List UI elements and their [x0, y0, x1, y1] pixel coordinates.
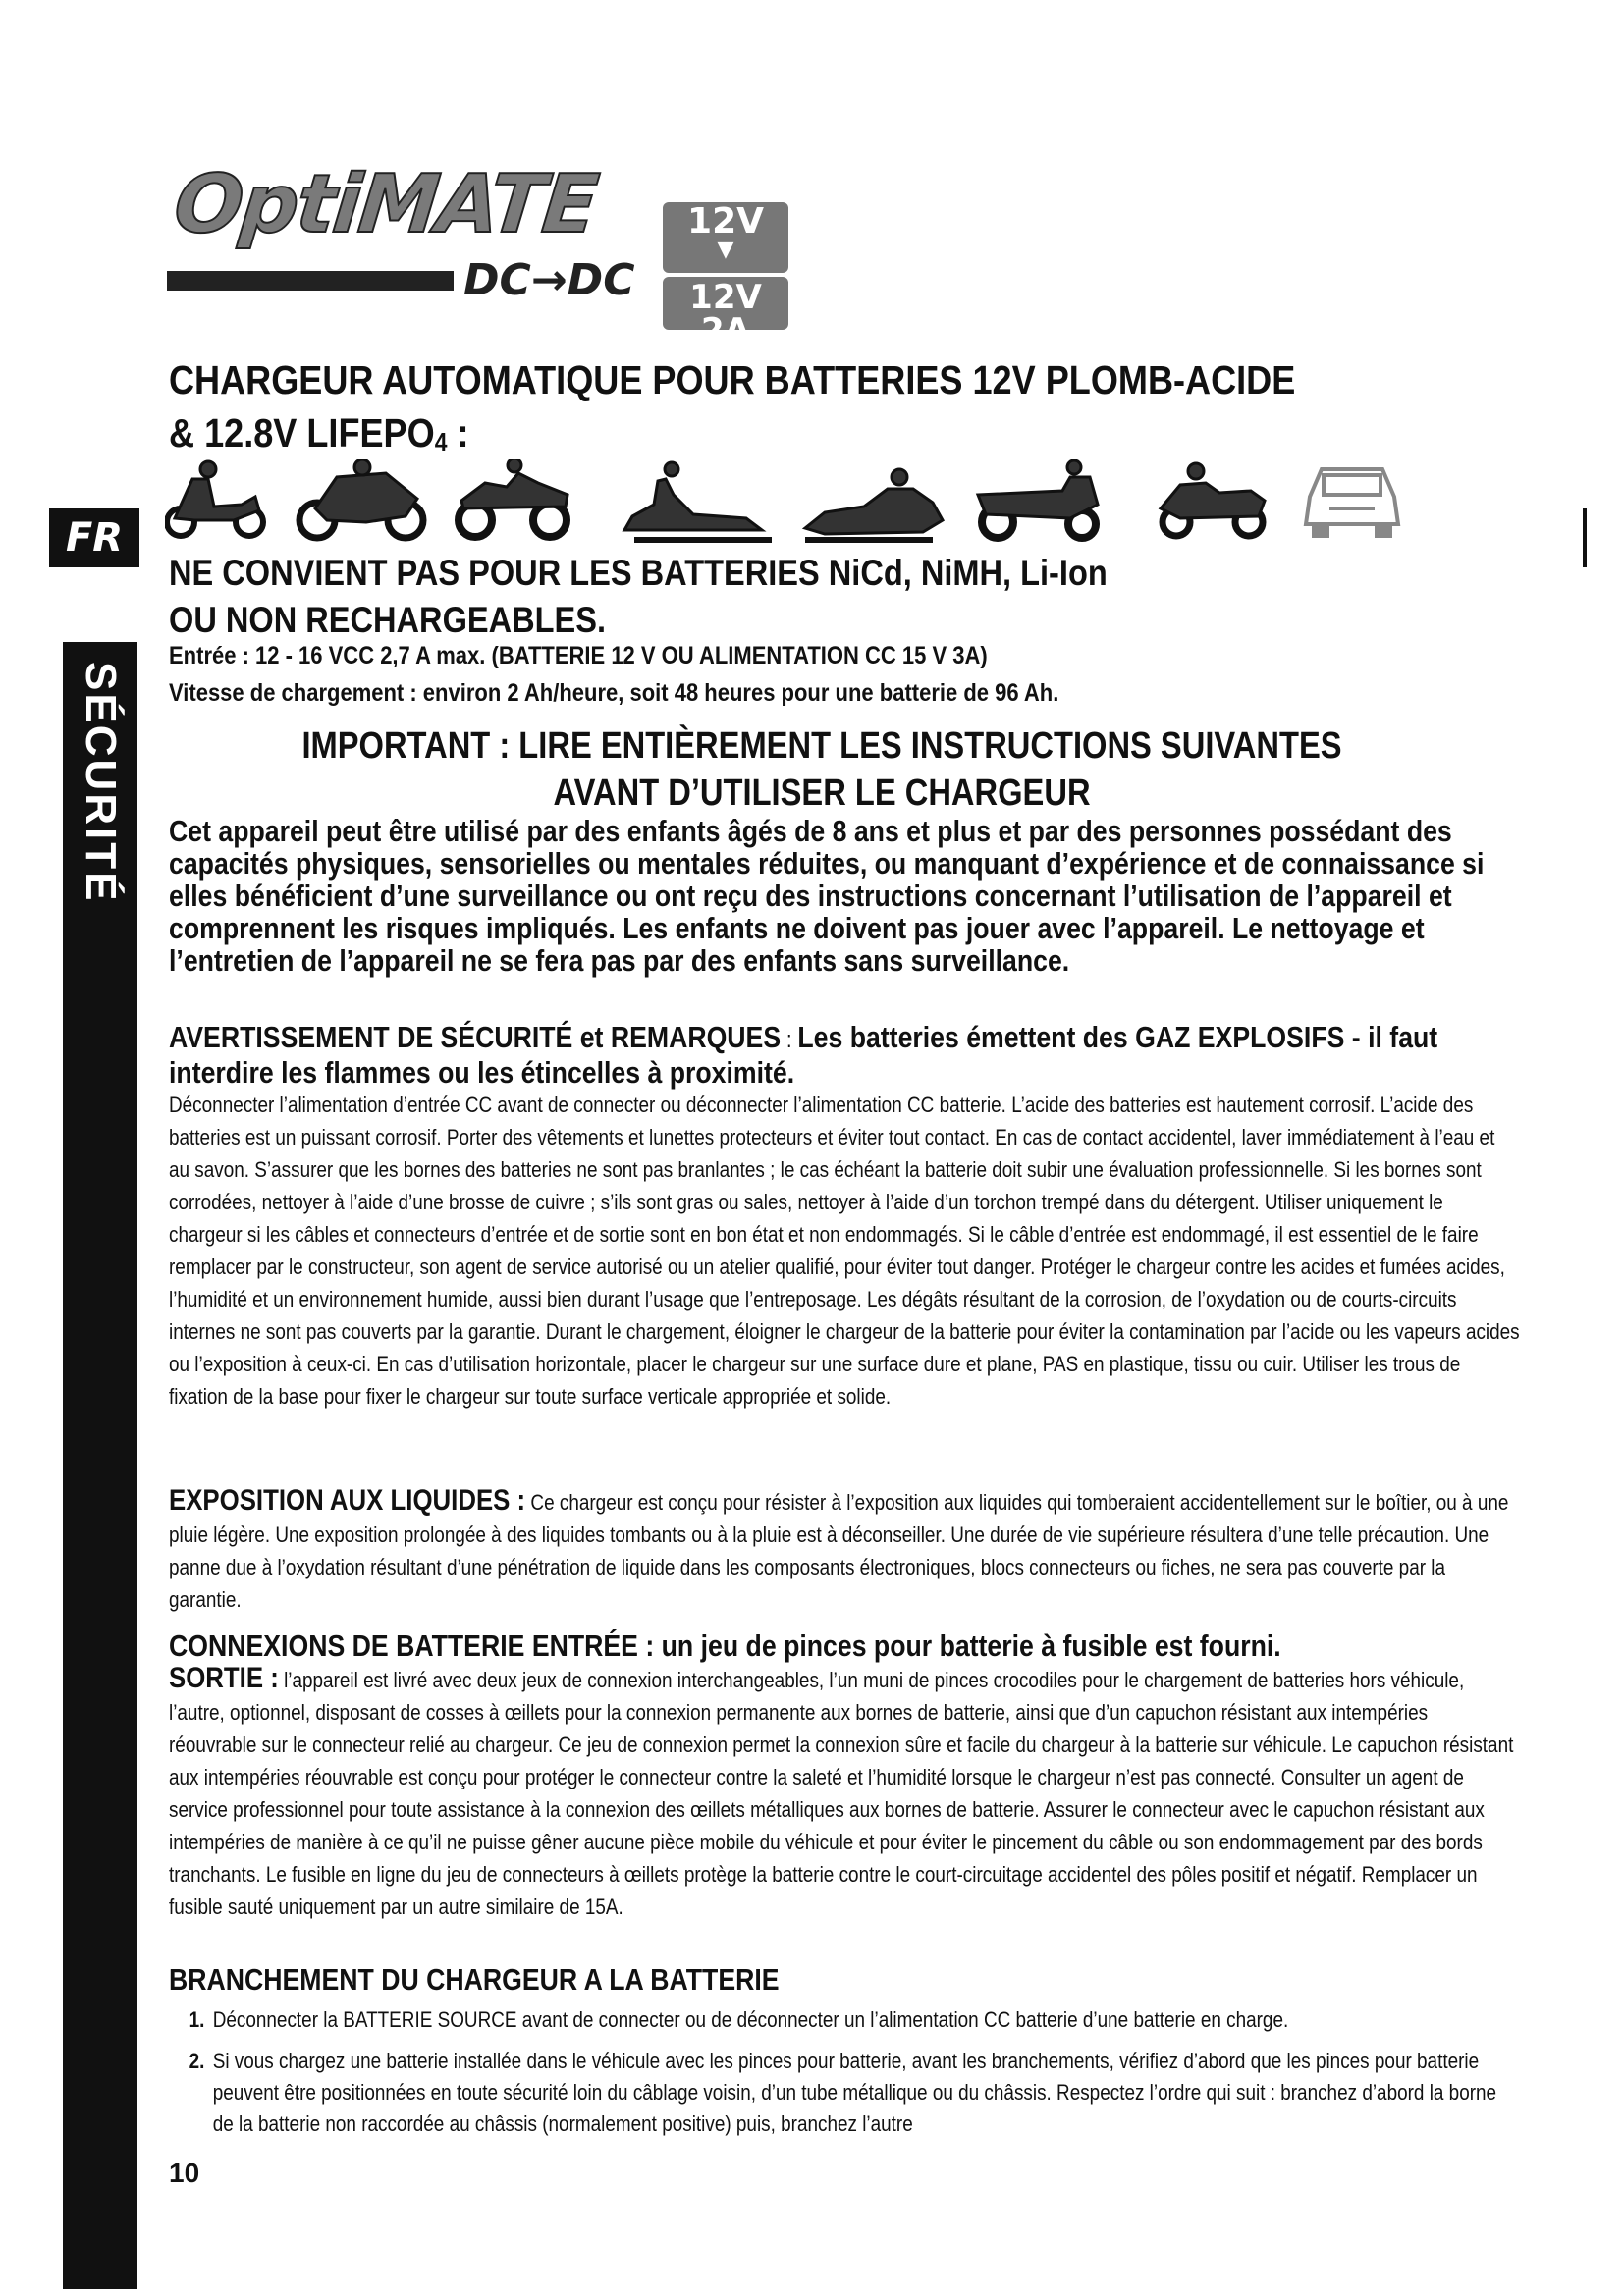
input-spec: Entrée : 12 - 16 VCC 2,7 A max. (BATTERIE 12 V OU ALIMENTATION CC 15 V 3A): [169, 642, 988, 669]
snowmobile-icon: [805, 469, 943, 540]
important-line2: AVANT D’UTILISER LE CHARGEUR: [553, 773, 1091, 814]
branchement-heading: [169, 1963, 1520, 1996]
list-item-number: 2.: [189, 2049, 205, 2073]
safety-body: Déconnecter l’alimentation d’entrée CC avant de connecter ou déconnecter l’alimentation CC batterie. L’acide des batteries est hautement corrosif. L’acide des batteries est un puissant corrosif. Porter des vêtements et lunettes protecteurs et éviter tout contact. En cas de contact accidentel, laver immédiatement à l’eau et au savon. S’assurer que les bornes des batteries ne sont pas branlantes ; le cas échéant la batterie doit subir une évaluation professionnelle. Si les bornes sont corrodées, nettoyer à l’aide d’une brosse de cuivre ; s’ils sont gras ou sales, nettoyer à l’aide d’un torchon trempé dans du détergent. Utiliser uniquement le chargeur si les câbles et connecteurs d’entrée et de sortie sont en bon état et non endommagés. Si le câble d’entrée est endommagé, il est essentiel de le faire remplacer par le constructeur, son agent de service autorisé ou un atelier qualifié, pour éviter tout danger. Protéger le chargeur contre les acides et fumées acides, l’humidité et un environnement humide, aussi bien durant l’usage que l’entreposage. Les dégâts résultant de la corrosion, de l’oxydation ou de courts-circuits internes ne sont pas couverts par la garantie. Durant le chargement, éloigner le chargeur de la batterie pour éviter la contamination par l’acide ou les vapeurs acides ou l’exposition à ceux-ci. En cas d’utilisation horizontale, placer le chargeur sur une surface dure et plane, PAS en plastique, tissu ou cuir. Utiliser les trous de fixation de la base pour fixer le chargeur sur toute surface verticale appropriée et solide.: [169, 1093, 1520, 1409]
logo-badge-output: 12V 2A: [663, 277, 788, 330]
warning-line1: NE CONVIENT PAS POUR LES BATTERIES NiCd, NiMH, Li-Ion: [169, 553, 1108, 593]
connections-section: [169, 1629, 1520, 1923]
page-title-line1: CHARGEUR AUTOMATIQUE POUR BATTERIES 12V PLOMB-ACIDE: [169, 357, 1296, 402]
safety-section: [169, 1021, 1520, 1413]
liquids-heading: EXPOSITION AUX LIQUIDES :: [169, 1484, 526, 1517]
list-item: [169, 2004, 1520, 2036]
scooter-icon: [167, 461, 263, 536]
branchement-title: BRANCHEMENT DU CHARGEUR A LA BATTERIE: [169, 1962, 780, 1997]
list-item-text: Si vous chargez une batterie installée dans le véhicule avec les pinces pour batterie, avant les branchements, vérifiez d’abord que les pinces pour batterie peuvent être positionnées en toute sécurité loin du câblage voisin, d’un tube métallique ou du châssis. Respectez l’ordre qui suit : branchez d’abord la borne de la batterie non raccordée au châssis (normalement positive) puis, branchez l’autre: [212, 2049, 1497, 2136]
page-title-line2: & 12.8V $LIFEPO_4$ :: [169, 410, 469, 456]
safety-heading: AVERTISSEMENT DE SÉCURITÉ et REMARQUES : Les batteries émettent des GAZ EXPLOSIFS - il faut interdire les flammes ou les étincelles à proximité.: [169, 1020, 1438, 1090]
branchement-list: [169, 2004, 1520, 2150]
logo-brand: OptiMATE: [170, 158, 601, 251]
logo-subtitle: DC→DC: [463, 255, 635, 305]
sportbike-icon: [299, 459, 423, 538]
list-item-text: Déconnecter la BATTERIE SOURCE avant de connecter ou de déconnecter un l’alimentation CC batterie d’une batterie en charge.: [212, 2007, 1289, 2032]
vehicle-icons: [165, 459, 1422, 548]
atv-icon: [459, 459, 568, 537]
page-number: 10: [169, 2158, 200, 2188]
jetski-icon: [624, 462, 772, 540]
section-tab: [63, 642, 137, 2289]
logo-badge-input: 12V ▼: [663, 202, 788, 273]
section-tab-label: SÉCURITÉ: [77, 662, 125, 904]
warning-line2: OU NON RECHARGEABLES.: [169, 600, 607, 640]
logo-bar: [167, 271, 454, 291]
arrow-down-icon: ▼: [717, 238, 734, 262]
connections-heading: CONNEXIONS DE BATTERIE ENTRÉE : un jeu de pinces pour batterie à fusible est fourni.: [169, 1629, 1281, 1663]
language-tab: FR: [49, 508, 139, 567]
car-icon: [1306, 469, 1398, 536]
connections-body: l’appareil est livré avec deux jeux de connexion interchangeables, l’un muni de pinces crocodiles pour le chargement de batteries hors véhicule, l’autre, optionnel, disposant de cosses à œillets pour la connexion permanente aux bornes de batterie, ainsi que d’un capuchon résistant aux intempéries réouvrable sur le connecteur relié au chargeur. Ce jeu de connexion permet la connexion sûre et facile du chargeur à la batterie sur véhicule. Le capuchon résistant aux intempéries réouvrable est conçu pour protéger le connecteur contre la saleté et l’humidité lorsque le chargeur n’est pas connecté. Consulter un agent de service professionnel pour toute assistance à la connexion des œillets métalliques aux bornes de batterie. Assurer le connecteur avec le capuchon résistant aux intempéries de manière à ce qu’il ne puisse gêner aucune pièce mobile du véhicule et pour éviter le pincement du câble ou son endommagement par des bords tranchants. Le fusible en ligne du jeu de connecteurs à œillets protège la batterie contre le court-circuitage accidentel des pôles positif et négatif. Remplacer un fusible sauté uniquement par un autre similaire de 15A.: [169, 1668, 1514, 1919]
page-title: [169, 353, 1344, 468]
list-item-number: 1.: [189, 2007, 205, 2032]
important-line1: IMPORTANT : LIRE ENTIÈREMENT LES INSTRUCTIONS SUIVANTES: [301, 725, 1342, 767]
list-item: [169, 2046, 1520, 2140]
optimate-logo: [167, 158, 805, 350]
charge-speed-spec: Vitesse de chargement : environ 2 Ah/heure, soit 48 heures pour une batterie de 96 Ah.: [169, 679, 1059, 707]
important-heading: [169, 722, 1475, 817]
children-notice: Cet appareil peut être utilisé par des enfants âgés de 8 ans et plus et par des personnes possédant des capacités physiques, sensorielles ou mentales réduites, ou manquant d’expérience et de connaissance si elles bénéficient d’une surveillance ou ont reçu des instructions concernant l’utilisation de l’appareil et comprennent les risques impliqués. Les enfants ne doivent pas jouer avec l’appareil. Le nettoyage et l’entretien de l’appareil ne se fera pas par des enfants sans surveillance.: [169, 814, 1485, 978]
liquids-body: Ce chargeur est conçu pour résister à l’exposition aux liquides qui tomberaient accidentellement sur le boîtier, ou à une pluie légère. Une exposition prolongée à des liquides tombants ou à la pluie est à déconseiller. Une durée de vie supérieure résultera d’une telle précaution. Une panne due à l’oxydation résultant d’une pénétration de liquide dans les composants électroniques, blocs connecteurs ou fiches, ne sera pas couverte par la garantie.: [169, 1490, 1509, 1612]
liquids-section: [169, 1484, 1520, 1616]
touring-motorcycle-icon: [1161, 463, 1265, 536]
battery-type-warning: [169, 550, 1188, 644]
margin-rule: [1583, 508, 1587, 567]
sortie-label: SORTIE :: [169, 1662, 279, 1694]
lawn-tractor-icon: [978, 460, 1098, 538]
